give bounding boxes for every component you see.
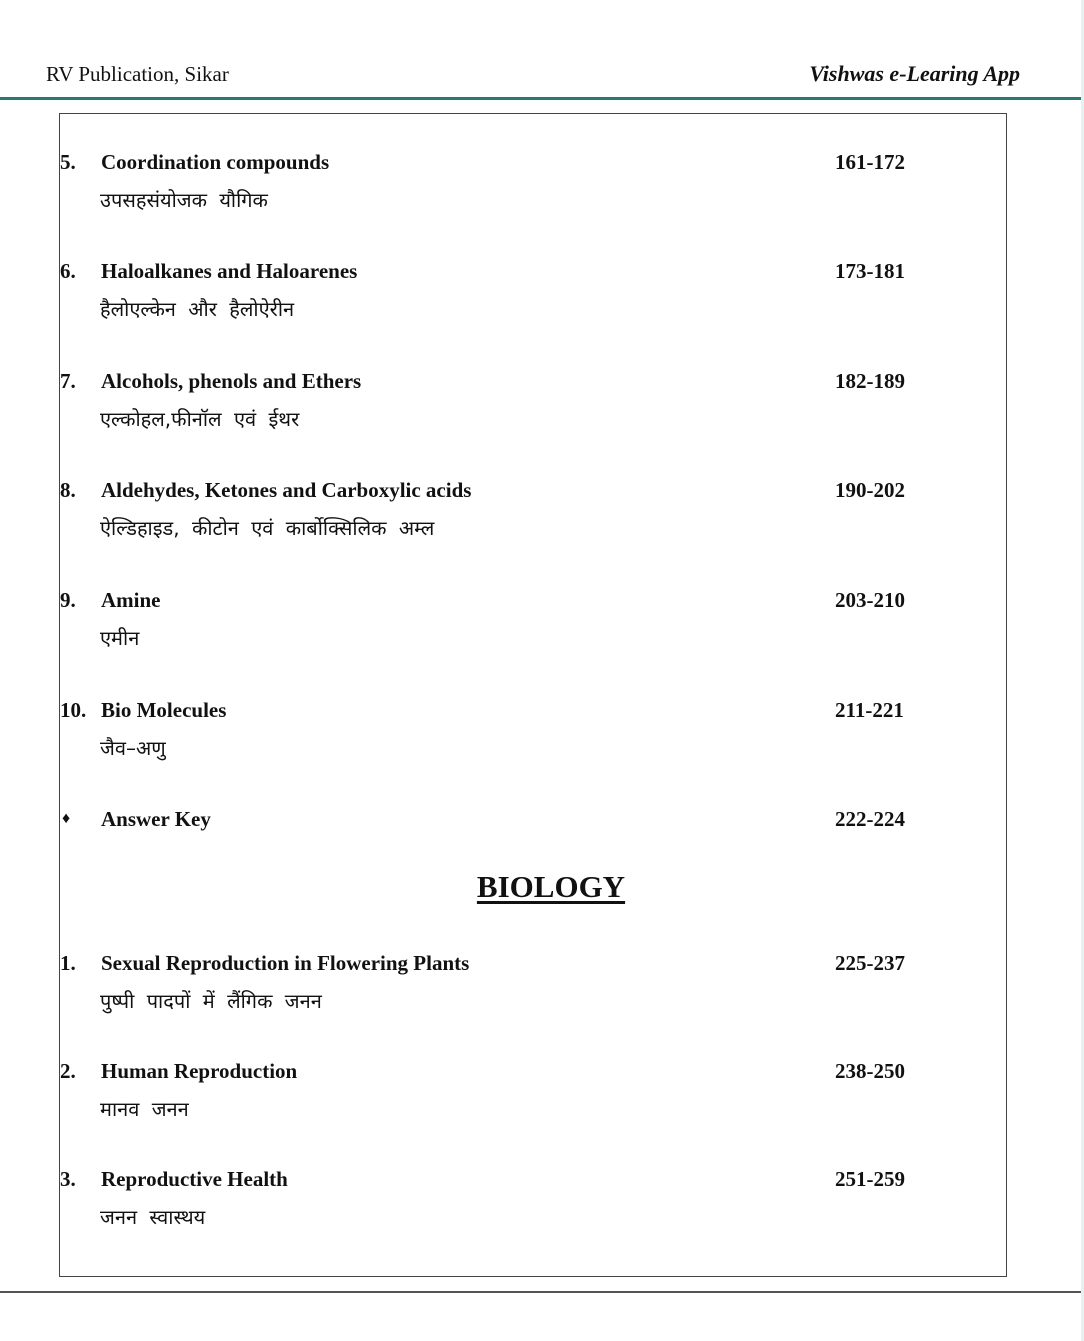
entry-pages: 251-259 — [835, 1167, 905, 1191]
entry-pages: 190-202 — [835, 478, 905, 502]
entry-hindi-title: जनन स्वास्थय — [100, 1205, 206, 1229]
entry-title: Human Reproduction — [101, 1059, 298, 1083]
entry-pages: 222-224 — [835, 807, 905, 831]
entry-pages: 225-237 — [835, 951, 905, 975]
entry-title: Amine — [101, 588, 161, 612]
entry-hindi-title: जैव–अणु — [100, 736, 166, 760]
entry-number: 6. — [60, 259, 76, 283]
entry-number: 5. — [60, 150, 76, 174]
footer-divider — [0, 1291, 1081, 1293]
entry-hindi-title: एल्कोहल,फीनॉल एवं ईथर — [100, 407, 300, 431]
entry-number: 3. — [60, 1167, 76, 1191]
entry-title: Haloalkanes and Haloarenes — [101, 259, 358, 283]
entry-number: 1. — [60, 951, 76, 975]
entry-pages: 203-210 — [835, 588, 905, 612]
entry-number: 7. — [60, 369, 76, 393]
entry-number: 9. — [60, 588, 76, 612]
publisher-name: RV Publication, Sikar — [46, 62, 229, 86]
entry-title: Bio Molecules — [101, 698, 227, 722]
entry-title: Alcohols, phenols and Ethers — [101, 369, 362, 393]
entry-hindi-title: एमीन — [100, 626, 140, 650]
entry-pages: 161-172 — [835, 150, 905, 174]
entry-number: 8. — [60, 478, 76, 502]
section-heading-biology — [60, 869, 1006, 905]
contents-box — [59, 113, 1007, 1277]
entry-number: 2. — [60, 1059, 76, 1083]
entry-pages: 238-250 — [835, 1059, 905, 1083]
entry-title: Aldehydes, Ketones and Carboxylic acids — [101, 478, 472, 502]
diamond-bullet-icon: ♦ — [62, 810, 71, 827]
entry-pages: 182-189 — [835, 369, 905, 393]
entry-pages: 211-221 — [835, 698, 904, 722]
entry-title: Answer Key — [101, 807, 211, 831]
entry-hindi-title: मानव जनन — [100, 1097, 189, 1121]
entry-hindi-title: उपसहसंयोजक यौगिक — [100, 188, 268, 212]
entry-hindi-title: हैलोएल्केन और हैलोऐरीन — [100, 297, 295, 321]
entry-number: 10. — [60, 698, 87, 722]
entry-pages: 173-181 — [835, 259, 905, 283]
entry-title: Sexual Reproduction in Flowering Plants — [101, 951, 470, 975]
entry-title: Coordination compounds — [101, 150, 330, 174]
app-name: Vishwas e-Learing App — [809, 61, 1020, 86]
entry-hindi-title: पुष्पी पादपों में लैंगिक जनन — [100, 989, 322, 1013]
entry-title: Reproductive Health — [101, 1167, 288, 1191]
section-heading-text: BIOLOGY — [476, 869, 626, 904]
entry-hindi-title: ऐल्डिहाइड, कीटोन एवं कार्बोक्सिलिक अम्ल — [100, 516, 435, 540]
header-divider — [0, 97, 1081, 100]
